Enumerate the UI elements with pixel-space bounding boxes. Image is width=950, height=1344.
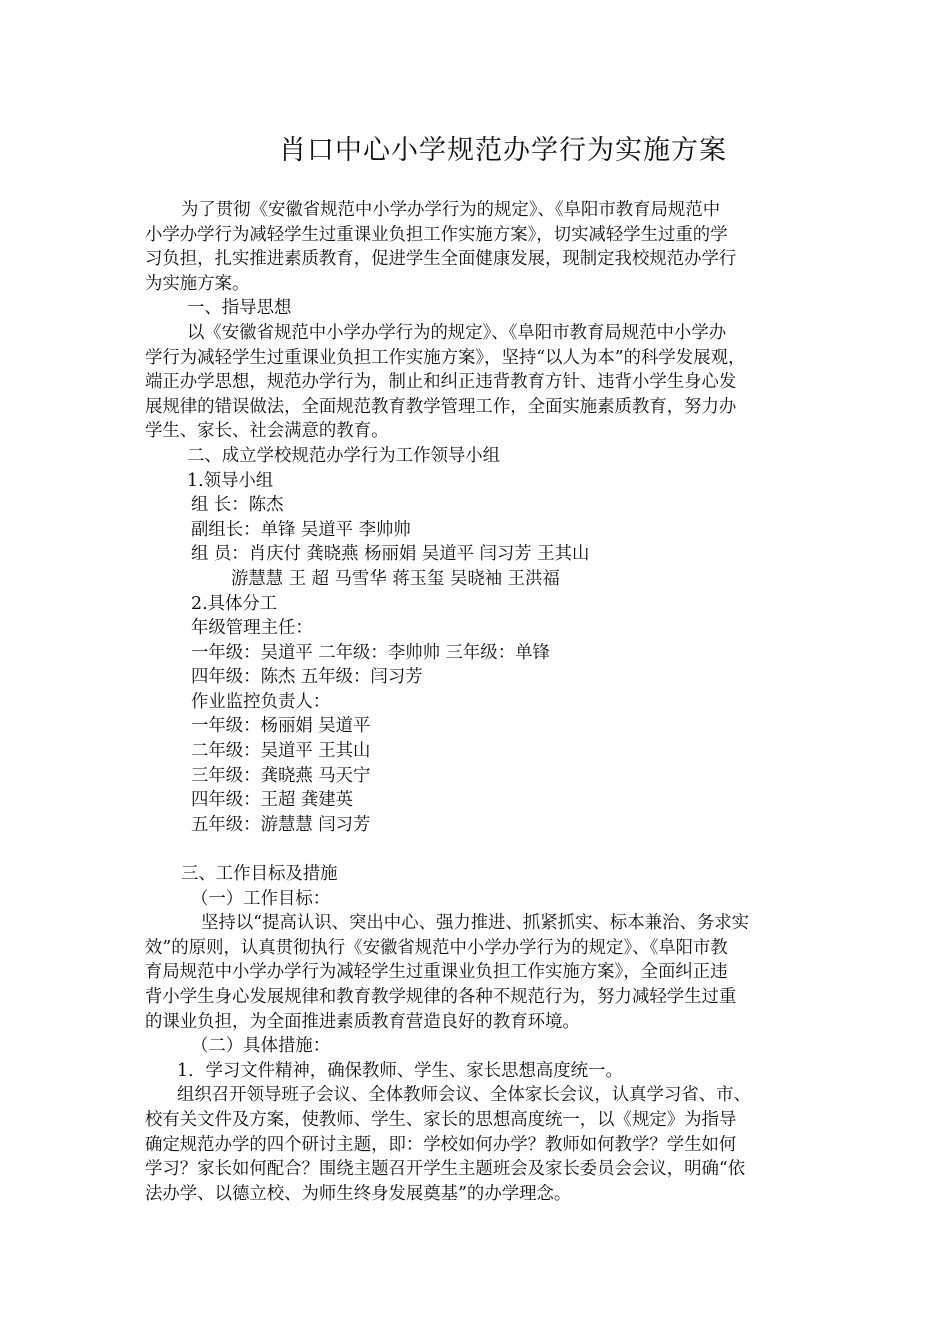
- document-title: 肖口中心小学规范办学行为实施方案: [279, 135, 727, 166]
- text-line: 二年级：吴道平 王其山: [191, 741, 371, 762]
- text-line: 四年级：陈杰 五年级：闫习芳: [191, 667, 423, 688]
- text-line: 育局规范中小学办学行为减轻学生过重课业负担工作实施方案》，全面纠正违: [145, 962, 728, 983]
- text-line: 确定规范办学的四个研讨主题，即：学校如何办学？教师如何教学？学生如何: [145, 1134, 737, 1155]
- text-line: 效”的原则，认真贯彻执行《安徽省规范中小学办学行为的规定》、《阜阳市教: [145, 937, 728, 958]
- text-line: 小学办学行为减轻学生过重课业负担工作实施方案》，切实减轻学生过重的学: [145, 224, 728, 245]
- text-line: 法办学、以德立校、为师生终身发展奠基”的办学理念。: [145, 1183, 572, 1204]
- text-line: 校有关文件及方案，使教师、学生、家长的思想高度统一，以《规定》为指导: [145, 1109, 737, 1130]
- text-line: 组 员：肖庆付 龚晓燕 杨丽娟 吴道平 闫习芳 王其山: [191, 544, 590, 565]
- text-line: 坚持以“提高认识、突出中心、强力推进、抓紧抓实、标本兼治、务求实: [201, 913, 750, 934]
- text-line: 1．学习文件精神，确保教师、学生、家长思想高度统一。: [177, 1060, 623, 1081]
- text-line: 以《安徽省规范中小学办学行为的规定》、《阜阳市教育局规范中小学办: [187, 322, 727, 343]
- text-line: 作业监控负责人：: [191, 691, 331, 712]
- text-line: 三年级：龚晓燕 马天宁: [191, 765, 371, 786]
- text-line: 习负担，扎实推进素质教育，促进学生全面健康发展，现制定我校规范办学行: [145, 249, 737, 270]
- text-line: 为了贯彻《安徽省规范中小学办学行为的规定》、《阜阳市教育局规范中: [181, 200, 721, 220]
- text-line: 年级管理主任：: [191, 618, 313, 639]
- text-line: 组织召开领导班子会议、全体教师会议、全体家长会议，认真学习省、市、: [177, 1085, 751, 1106]
- text-line: [145, 837, 835, 862]
- text-line: 2.具体分工: [191, 593, 278, 614]
- text-line: 为实施方案。: [145, 273, 250, 294]
- text-line: 二、成立学校规范办学行为工作领导小组: [187, 445, 501, 466]
- text-line: 学习？家长如何配合？围绕主题召开学生主题班会及家长委员会会议，明确“依: [145, 1159, 746, 1180]
- text-line: 副组长：单锋 吴道平 李帅帅: [191, 519, 411, 540]
- text-line: 组 长：陈杰: [191, 495, 284, 516]
- text-line: 一年级：杨丽娟 吴道平: [191, 716, 371, 737]
- text-line: 学生、家长、社会满意的教育。: [145, 421, 389, 442]
- text-line: （一）工作目标：: [191, 888, 331, 909]
- text-line: 展规律的错误做法，全面规范教育教学管理工作，全面实施素质教育，努力办: [145, 396, 737, 417]
- text-line: 一、指导思想: [187, 298, 292, 319]
- text-line: 五年级：游慧慧 闫习芳: [191, 814, 371, 835]
- text-line: 端正办学思想，规范办学行为，制止和纠正违背教育方针、违背小学生身心发: [145, 372, 737, 393]
- text-line: 的课业负担，为全面推进素质教育营造良好的教育环境。: [145, 1011, 580, 1032]
- text-line: 背小学生身心发展规律和教育教学规律的各种不规范行为，努力减轻学生过重: [145, 987, 737, 1007]
- text-line: 1.领导小组: [187, 470, 274, 491]
- text-line: 游慧慧 王 超 马雪华 蒋玉玺 吴晓袖 王洪福: [231, 568, 560, 589]
- text-line: 三、工作目标及措施: [181, 864, 338, 885]
- document-body: [145, 198, 835, 1206]
- text-line: 四年级：王超 龚建英: [191, 790, 354, 811]
- text-line: 学行为减轻学生过重课业负担工作实施方案》，坚持“以人为本”的科学发展观，: [145, 347, 746, 368]
- text-line: 一年级：吴道平 二年级：李帅帅 三年级：单锋: [191, 642, 550, 663]
- text-line: （二）具体措施：: [191, 1036, 331, 1057]
